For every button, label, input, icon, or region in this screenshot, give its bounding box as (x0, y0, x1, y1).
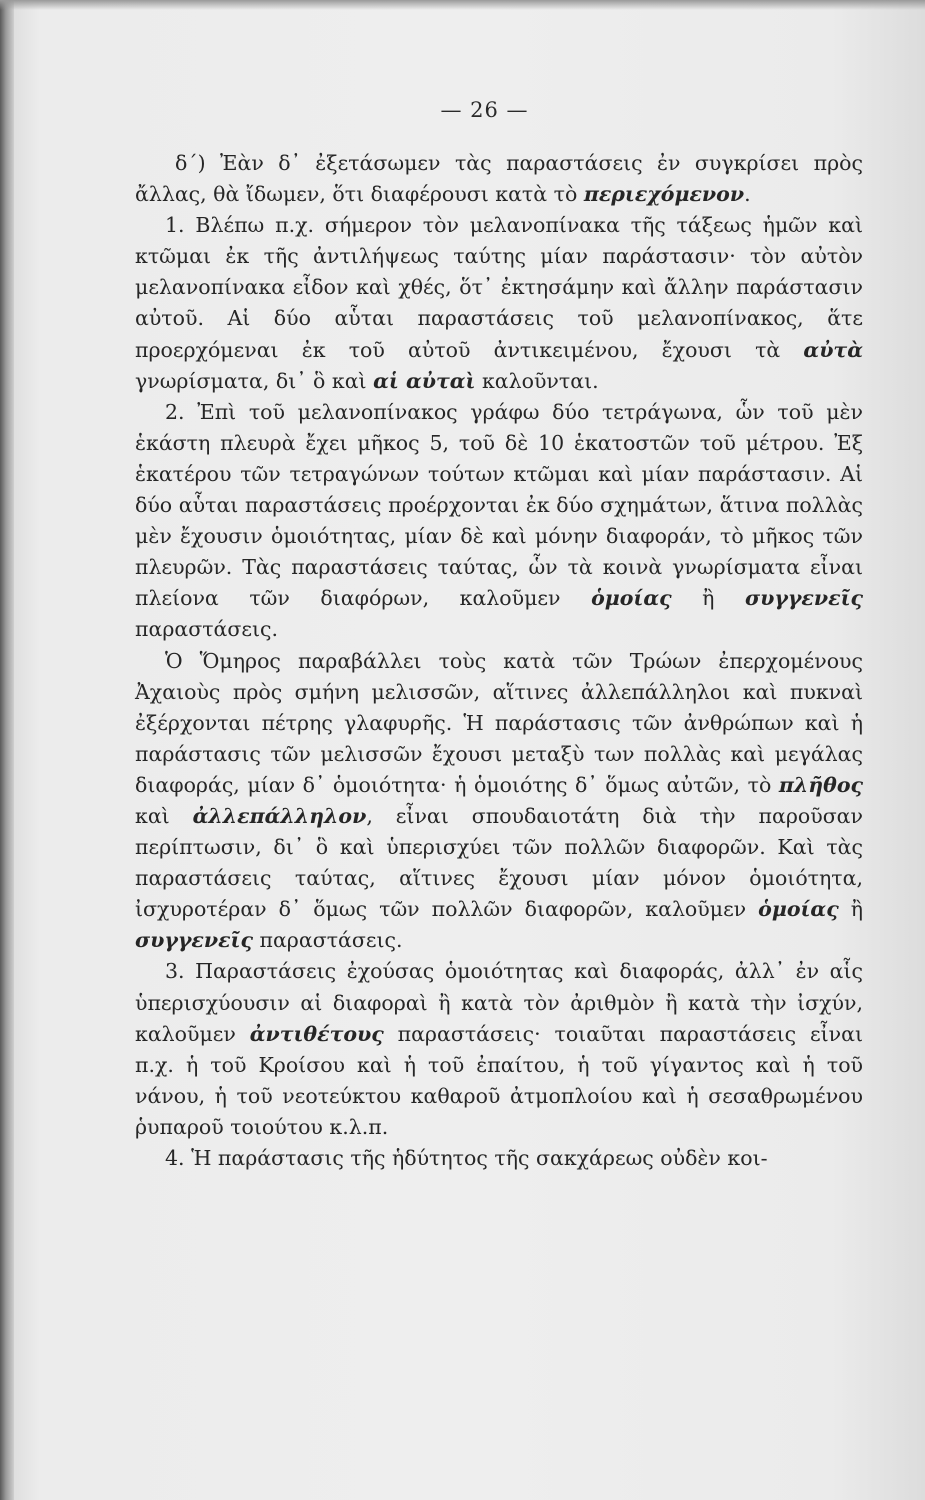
text-segment: , εἶναι σπουδαιοτάτη διὰ τὴν παροῦσαν περίπτωσιν, δι᾽ ὃ καὶ ὑπερισχύει τῶν πολλῶν διαφορῶν. Καὶ τὰς παραστάσεις ταύτας, αἵτινες ἔχουσι μίαν μόνον ὁμοιότητα, ἰσχυροτέραν δ᾽ ὅμως τῶν πολλῶν διαφορῶν, καλοῦμεν (135, 803, 863, 922)
page-number: — 26 — (440, 98, 529, 122)
emphasis-segment: συγγενεῖς (135, 928, 253, 953)
text-segment: παραστάσεις· τοιαῦται παραστάσεις εἶναι π.χ. ἡ τοῦ Κροίσου καὶ ἡ τοῦ ἐπαίτου, ἡ τοῦ γίγαντος καὶ ἡ τοῦ νάνου, ἡ τοῦ νεοτεύκτου καθαροῦ ἀτμοπλοίου καὶ ἡ σεσαθρωμένου ῥυπαροῦ τοιούτου κ.λ.π. (135, 1021, 863, 1139)
text-segment: 1. Βλέπω π.χ. σήμερον τὸν μελανοπίνακα τῆς τάξεως ἡμῶν καὶ κτῶμαι ἐκ τῆς ἀντιλήψεως ταύτης μίαν παράστασιν· τὸν αὐτὸν μελανοπίνακα εἶδον καὶ χθές, ὅτ᾽ ἐκτησάμην καὶ ἄλλην παράστασιν αὐτοῦ. Αἱ δύο αὗται παραστάσεις τοῦ μελανοπίνακος, ἅτε προερχόμεναι ἐκ τοῦ αὐτοῦ ἀντικειμένου, ἔχουσι τὰ (135, 213, 863, 362)
emphasis-segment: αἱ αὐταὶ (373, 368, 476, 393)
text-segment: δ΄) Ἐὰν δ᾽ ἐξετάσωμεν τὰς παραστάσεις ἐν συγκρίσει πρὸς ἄλλας, θὰ ἴδωμεν, ὅτι διαφέρουσι κατὰ τὸ (135, 151, 863, 207)
paragraph-delta (135, 148, 863, 210)
paragraph-2 (135, 397, 863, 646)
emphasis-segment: συγγενεῖς (745, 586, 863, 611)
body-text (135, 148, 863, 1174)
text-segment: καὶ (135, 803, 193, 828)
emphasis-segment: ὁμοίας (591, 586, 672, 611)
text-segment: Ὁ Ὅμηρος παραβάλλει τοὺς κατὰ τῶν Τρώων ἐπερχομένους Ἀχαιοὺς πρὸς σμήνη μελισσῶν, αἵτινες ἀλλεπάλληλοι καὶ πυκναὶ ἐξέρχονται πέτρης γλαφυρῆς. Ἡ παράστασις τῶν ἀνθρώπων καὶ ἡ παράστασις τῶν μελισσῶν ἔχουσι μεταξὺ των πολλὰς καὶ μεγάλας διαφοράς, μίαν δ᾽ ὁμοιότητα· ἡ ὁμοιότης δ᾽ ὅμως αὐτῶν, τὸ (135, 648, 863, 797)
emphasis-segment: ὁμοίας (758, 897, 839, 922)
emphasis-segment: ἀλλεπάλληλον (192, 803, 367, 828)
text-segment: παραστάσεις. (135, 617, 279, 642)
paragraph-1 (135, 210, 863, 397)
emphasis-segment: ἀντιθέτους (249, 1021, 384, 1046)
text-segment: παραστάσεις. (252, 928, 403, 953)
text-segment: . (744, 182, 751, 207)
text-segment: ἢ (838, 897, 863, 922)
paragraph-3 (135, 956, 863, 1143)
emphasis-segment: περιεχόμενον (583, 182, 745, 207)
emphasis-segment: πλῆθος (778, 772, 863, 797)
emphasis-segment: αὐτὰ (803, 337, 863, 362)
text-segment: 4. Ἡ παράστασις τῆς ἡδύτητος τῆς σακχάρεως οὐδὲν κοι- (165, 1146, 768, 1170)
text-segment: ἢ (671, 586, 746, 611)
text-segment: 3. Παραστάσεις ἐχούσας ὁμοιότητας καὶ διαφοράς, ἀλλ᾽ ἐν αἷς ὑπερισχύουσιν αἱ διαφοραὶ ἢ κατὰ τὸν ἀριθμὸν ἢ κατὰ τὴν ἰσχύν, καλοῦμεν (135, 959, 863, 1046)
text-segment: 2. Ἐπὶ τοῦ μελανοπίνακος γράφω δύο τετράγωνα, ὧν τοῦ μὲν ἑκάστη πλευρὰ ἔχει μῆκος 5, τοῦ δὲ 10 ἑκατοστῶν τοῦ μέτρου. Ἐξ ἑκατέρου τῶν τετραγώνων τούτων κτῶμαι καὶ μίαν παράστασιν. Αἱ δύο αὗται παραστάσεις προέρχονται ἐκ δύο σχημάτων, ἅτινα πολλὰς μὲν ἔχουσιν ὁμοιότητας, μίαν δὲ καὶ μόνην διαφοράν, τὸ μῆκος τῶν πλευρῶν. Τὰς παραστάσεις ταύτας, ὧν τὰ κοινὰ γνωρίσματα εἶναι πλείονα τῶν διαφόρων, καλοῦμεν (135, 399, 863, 611)
paragraph-homer (135, 646, 863, 957)
text-segment: γνωρίσματα, δι᾽ ὃ καὶ (135, 368, 374, 393)
page-binding-shadow (0, 0, 14, 1500)
paragraph-4 (135, 1143, 863, 1174)
text-segment: καλοῦνται. (475, 368, 599, 393)
page-top-shadow (0, 0, 925, 10)
